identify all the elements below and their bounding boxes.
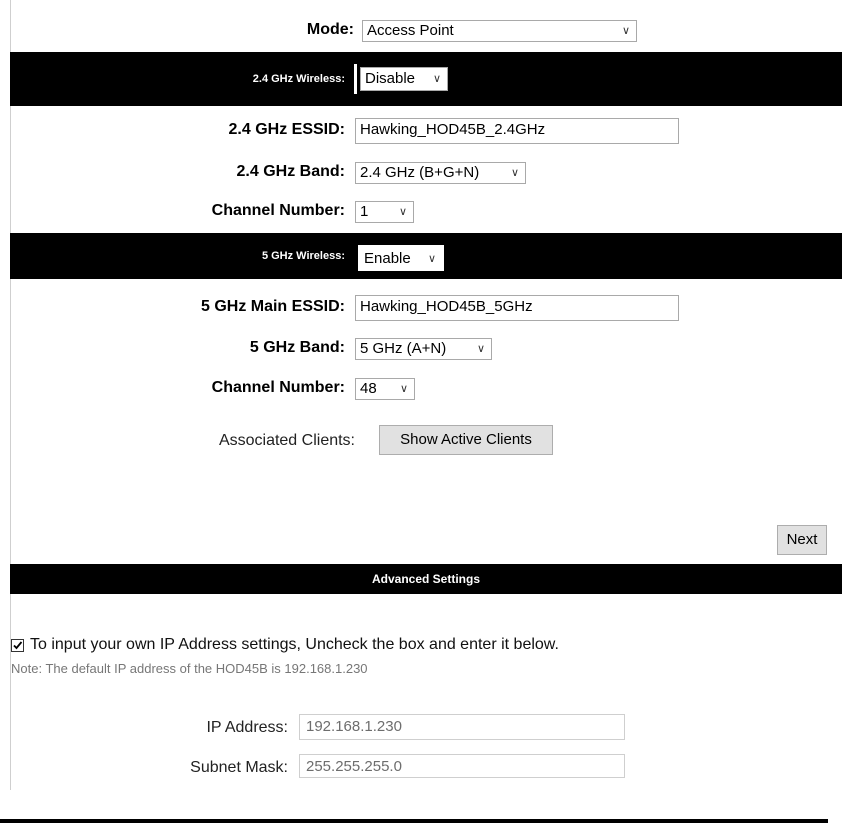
wireless-5-bar-label: 5 GHz Wireless: <box>261 250 345 262</box>
ip-address-value: 192.168.1.230 <box>306 718 402 735</box>
chevron-down-icon: ∨ <box>427 253 436 265</box>
mode-label: Mode: <box>306 21 354 38</box>
essid-24-label: 2.4 GHz ESSID: <box>228 121 345 138</box>
ip-address-input[interactable] <box>299 714 625 740</box>
wireless-24-bar-label: 2.4 GHz Wireless: <box>252 73 345 85</box>
channel-5-value: 48 <box>360 380 377 397</box>
channel-24-label: Channel Number: <box>211 202 345 219</box>
chevron-down-icon: ∨ <box>399 383 408 395</box>
ip-address-label: IP Address: <box>206 719 288 736</box>
subnet-mask-label: Subnet Mask: <box>190 759 288 776</box>
chevron-down-icon: ∨ <box>621 25 630 37</box>
wireless-24-state-select[interactable] <box>360 67 448 91</box>
advanced-settings-title: Advanced Settings <box>371 572 481 586</box>
default-ip-note: Note: The default IP address of the HOD45B is 192.168.1.230 <box>11 661 368 676</box>
checkmark-icon <box>12 640 23 651</box>
ip-settings-checkbox[interactable] <box>11 639 24 652</box>
ip-settings-checkbox-text: To input your own IP Address settings, Uncheck the box and enter it below. <box>30 636 559 653</box>
channel-24-value: 1 <box>360 203 369 220</box>
essid-24-input[interactable] <box>355 118 679 144</box>
band-24-select[interactable] <box>355 162 526 184</box>
bottom-border <box>0 819 828 823</box>
essid-5-value: Hawking_HOD45B_5GHz <box>360 298 533 315</box>
channel-24-select[interactable] <box>355 201 414 223</box>
essid-5-label: 5 GHz Main ESSID: <box>200 298 345 315</box>
chevron-down-icon: ∨ <box>432 73 441 85</box>
band-24-value: 2.4 GHz (B+G+N) <box>360 164 480 181</box>
wireless-5-state-value: Enable <box>364 250 411 267</box>
chevron-down-icon: ∨ <box>510 167 519 179</box>
band-24-label: 2.4 GHz Band: <box>236 163 345 180</box>
band-5-label: 5 GHz Band: <box>249 339 345 356</box>
channel-5-select[interactable] <box>355 378 415 400</box>
wireless-24-state-value: Disable <box>365 70 416 87</box>
show-active-clients-button[interactable]: Show Active Clients <box>379 425 553 455</box>
band-5-select[interactable] <box>355 338 492 360</box>
subnet-mask-value: 255.255.255.0 <box>306 758 402 775</box>
associated-clients-label: Associated Clients: <box>218 432 355 449</box>
mode-select[interactable] <box>362 20 637 42</box>
essid-5-input[interactable] <box>355 295 679 321</box>
band-5-value: 5 GHz (A+N) <box>360 340 447 357</box>
next-button[interactable]: Next <box>777 525 827 555</box>
essid-24-value: Hawking_HOD45B_2.4GHz <box>360 121 546 138</box>
wireless-24-select-box <box>354 64 357 94</box>
chevron-down-icon: ∨ <box>476 343 485 355</box>
chevron-down-icon: ∨ <box>398 206 407 218</box>
subnet-mask-input[interactable] <box>299 754 625 778</box>
advanced-settings-bar <box>10 564 842 594</box>
mode-select-value: Access Point <box>367 22 454 39</box>
channel-5-label: Channel Number: <box>211 379 345 396</box>
wireless-5-state-select[interactable] <box>358 245 444 271</box>
